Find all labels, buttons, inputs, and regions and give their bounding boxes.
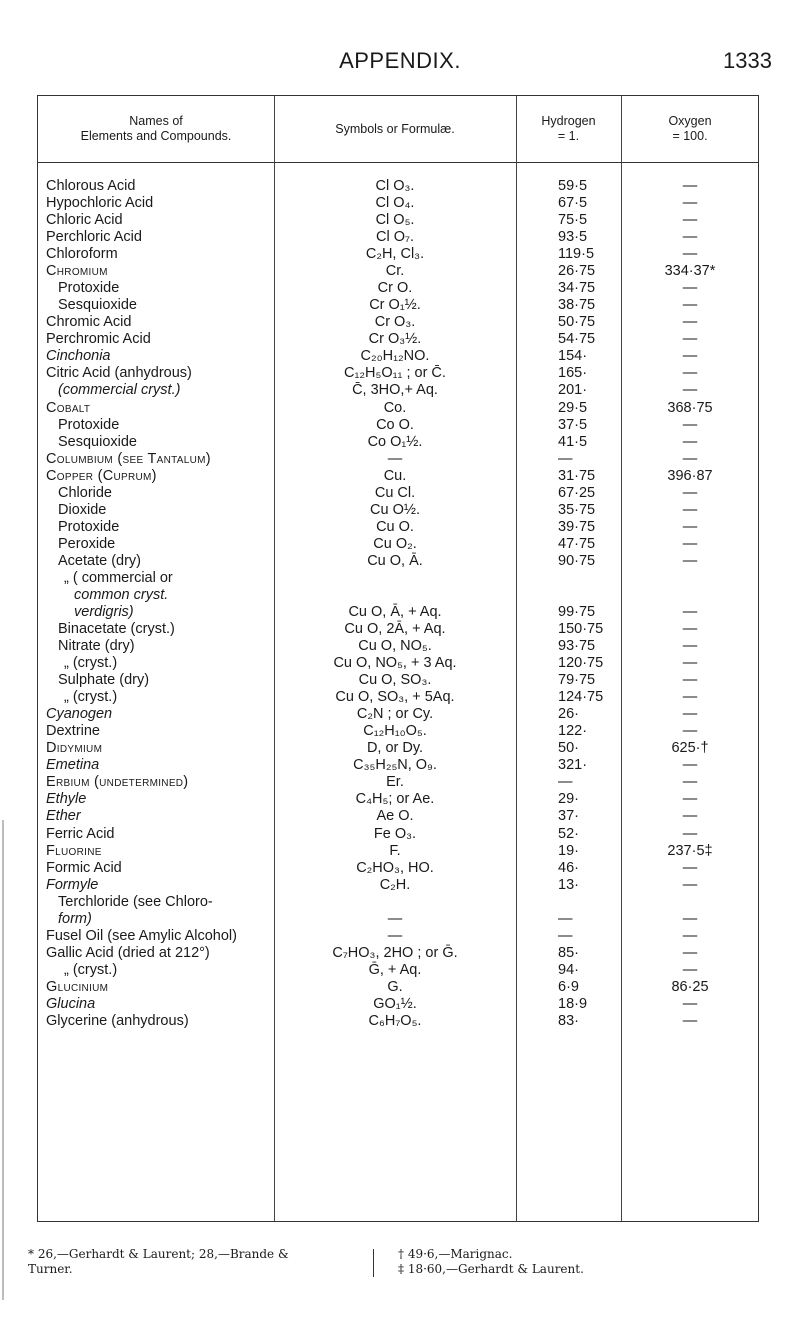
footnote-right <box>398 1247 758 1277</box>
row-oxygen: 625·† <box>671 740 709 757</box>
row-name: Protoxide <box>58 280 120 297</box>
row-symbol: Cl O₄. <box>375 195 415 212</box>
row-symbol: Cu O, SO₃, + 5Aq. <box>335 689 455 706</box>
row-hydrogen: 39·75 <box>558 518 596 535</box>
row-hydrogen: 47·75 <box>558 535 596 552</box>
row-hydrogen: 37·5 <box>558 416 588 433</box>
row-oxygen: — <box>682 672 698 689</box>
row-hydrogen: 19· <box>558 842 579 859</box>
row-symbol: Co O₁½. <box>367 433 423 450</box>
column-header-line: Names of <box>129 114 183 128</box>
page-edge-mark <box>2 820 4 1300</box>
row-name: „ ( commercial or <box>64 569 173 586</box>
row-oxygen: — <box>682 178 698 194</box>
row-oxygen: — <box>682 552 698 569</box>
row-name: Columbium (see Tantalum) <box>46 450 211 467</box>
row-symbol: Er. <box>386 774 404 791</box>
row-hydrogen: 6·9 <box>558 978 579 995</box>
row-symbol: C₁₂H₁₀O₅. <box>363 723 427 740</box>
row-symbol: C₂H, Cl₃. <box>365 246 425 263</box>
row-symbol: Ḡ, + Aq. <box>368 961 422 978</box>
row-oxygen: — <box>682 297 698 314</box>
row-name: Acetate (dry) <box>58 552 141 569</box>
row-hydrogen: 165· <box>558 365 588 382</box>
row-name: Glycerine (anhydrous) <box>46 1012 189 1029</box>
row-name: Perchloric Acid <box>46 229 142 246</box>
row-hydrogen: 94· <box>558 961 579 978</box>
row-oxygen: — <box>682 825 698 842</box>
row-oxygen: — <box>682 808 698 825</box>
column-header-line: = 1. <box>557 129 580 143</box>
row-name: verdigris) <box>74 604 134 620</box>
row-symbol: C₂HO₃, HO. <box>356 859 434 876</box>
row-oxygen: 86·25 <box>671 978 709 995</box>
row-oxygen: — <box>682 246 698 263</box>
row-name: Didymium <box>46 740 103 757</box>
row-hydrogen: 85· <box>558 944 579 961</box>
row-name: Fusel Oil (see Amylic Alcohol) <box>46 927 237 944</box>
row-oxygen: — <box>682 484 698 501</box>
row-hydrogen: 38·75 <box>558 297 596 314</box>
row-oxygen: — <box>682 961 698 978</box>
footnote-line: * 26,—Gerhardt & Laurent; 28,—Brande & <box>28 1247 289 1261</box>
row-symbol: Co O. <box>376 416 414 433</box>
row-name: Ether <box>46 808 81 825</box>
row-oxygen: — <box>682 859 698 876</box>
row-symbol: Cr O₃. <box>374 314 416 331</box>
row-symbol: Cu O, NO₅, + 3 Aq. <box>333 655 457 672</box>
row-hydrogen: — <box>558 450 573 467</box>
row-name: Formyle <box>46 876 99 893</box>
row-name: Binacetate (cryst.) <box>58 621 175 638</box>
row-oxygen: — <box>682 604 698 620</box>
row-oxygen: — <box>682 331 698 348</box>
row-oxygen: — <box>682 723 698 740</box>
row-oxygen: — <box>682 876 698 893</box>
row-symbol: Cr. <box>385 263 405 280</box>
row-name: Glucinium <box>46 978 109 995</box>
row-symbol: C₁₂H₅O₁₁ ; or C̄. <box>344 365 446 382</box>
row-hydrogen: 50·75 <box>558 314 596 331</box>
row-name: Chloroform <box>46 246 118 263</box>
row-hydrogen: — <box>558 927 573 944</box>
row-hydrogen: 18·9 <box>558 995 588 1012</box>
row-oxygen: — <box>682 757 698 774</box>
row-oxygen: — <box>682 416 698 433</box>
row-symbol: — <box>387 927 403 944</box>
row-symbol: C₄H₅; or Ae. <box>355 791 435 808</box>
row-oxygen: — <box>682 382 698 399</box>
row-symbol: Co. <box>383 399 407 416</box>
row-symbol: Cr O₁½. <box>369 297 421 314</box>
column-header-oxygen <box>621 96 759 162</box>
row-symbol: Cu O, SO₃. <box>358 672 432 689</box>
row-name: Formic Acid <box>46 859 122 876</box>
row-symbol: C₂H. <box>379 876 411 893</box>
row-name: Ethyle <box>46 791 87 808</box>
row-symbol: Cr O. <box>377 280 413 297</box>
row-oxygen: — <box>682 501 698 518</box>
row-oxygen: 237·5‡ <box>667 842 713 859</box>
row-name: Peroxide <box>58 535 116 552</box>
row-symbol: Cu O, 2Ā, + Aq. <box>344 621 446 638</box>
row-symbol: G. <box>387 978 403 995</box>
row-oxygen: — <box>682 314 698 331</box>
row-name: Cyanogen <box>46 706 113 723</box>
row-symbol: Cr O₃½. <box>368 331 422 348</box>
row-oxygen: — <box>682 774 698 791</box>
column-header-symbols <box>274 96 516 162</box>
footnote-line: ‡ 18·60,—Gerhardt & Laurent. <box>398 1262 584 1276</box>
footnotes <box>28 1247 768 1287</box>
row-hydrogen: 154· <box>558 348 588 365</box>
row-oxygen: — <box>682 280 698 297</box>
row-symbol: C₇HO₃, 2HO ; or Ḡ. <box>332 944 458 961</box>
row-oxygen: — <box>682 995 698 1012</box>
row-hydrogen: 67·5 <box>558 195 588 212</box>
column-header-names <box>38 96 274 162</box>
row-symbol: Cl O₃. <box>375 178 415 194</box>
row-name: Perchromic Acid <box>46 331 151 348</box>
row-oxygen: — <box>682 212 698 229</box>
row-hydrogen: 83· <box>558 1012 579 1029</box>
row-hydrogen: 31·75 <box>558 467 596 484</box>
row-name: Glucina <box>46 995 96 1012</box>
row-hydrogen: 41·5 <box>558 433 588 450</box>
column-header-line: Elements and Compounds. <box>80 129 232 143</box>
row-name: Copper (Cuprum) <box>46 467 157 484</box>
row-name: Ferric Acid <box>46 825 115 842</box>
row-symbol: C̄, 3HO,+ Aq. <box>352 382 438 399</box>
row-name: Sulphate (dry) <box>58 672 150 689</box>
row-name: „ (cryst.) <box>64 655 118 672</box>
row-symbol: Cu. <box>383 467 407 484</box>
row-name: Erbium (undetermined) <box>46 774 189 791</box>
row-oxygen: — <box>682 1012 698 1029</box>
row-name: Nitrate (dry) <box>58 638 135 655</box>
row-oxygen: — <box>682 433 698 450</box>
column-header-hydrogen <box>516 96 621 162</box>
row-hydrogen: 35·75 <box>558 501 596 518</box>
row-oxygen: — <box>682 535 698 552</box>
row-symbol: F. <box>389 842 401 859</box>
row-hydrogen: 201· <box>558 382 588 399</box>
data-table <box>37 95 759 1222</box>
row-hydrogen: 122· <box>558 723 588 740</box>
row-hydrogen: 52· <box>558 825 579 842</box>
row-oxygen: — <box>682 706 698 723</box>
column-header-line: = 100. <box>672 129 708 143</box>
row-symbol: D, or Dy. <box>366 740 424 757</box>
row-name: „ (cryst.) <box>64 961 118 978</box>
row-symbol: Cu O. <box>376 518 414 535</box>
row-oxygen: 334·37* <box>664 263 716 280</box>
row-hydrogen: 93·75 <box>558 638 596 655</box>
row-name: Sesquioxide <box>58 297 137 314</box>
page-number: 1333 <box>723 48 772 73</box>
row-name: Gallic Acid (dried at 212°) <box>46 944 210 961</box>
row-hydrogen: 34·75 <box>558 280 596 297</box>
row-symbol: — <box>387 450 403 467</box>
row-hydrogen: 120·75 <box>558 655 604 672</box>
row-name: Protoxide <box>58 518 120 535</box>
row-hydrogen: 99·75 <box>558 604 596 620</box>
row-hydrogen: 50· <box>558 740 579 757</box>
column-divider <box>516 96 517 1221</box>
row-hydrogen: 75·5 <box>558 212 588 229</box>
row-name: Hypochloric Acid <box>46 195 154 212</box>
row-name: Fluorine <box>46 842 102 859</box>
row-symbol: GO₁½. <box>373 995 417 1012</box>
row-symbol: C₂N ; or Cy. <box>356 706 434 723</box>
row-symbol: Cu O, Ā, + Aq. <box>348 604 442 620</box>
row-name: Terchloride (see Chloro- <box>58 893 213 910</box>
row-hydrogen: 321· <box>558 757 588 774</box>
row-oxygen: — <box>682 910 698 927</box>
row-hydrogen: — <box>558 910 573 927</box>
footnote-line: Turner. <box>28 1262 73 1276</box>
row-name: Chromium <box>46 263 108 280</box>
row-name: „ (cryst.) <box>64 689 118 706</box>
row-oxygen: — <box>682 229 698 246</box>
row-hydrogen: 150·75 <box>558 621 604 638</box>
row-hydrogen: 79·75 <box>558 672 596 689</box>
row-hydrogen: 37· <box>558 808 579 825</box>
footnote-left <box>28 1247 358 1277</box>
page-header <box>0 48 800 78</box>
row-symbol: C₆H₇O₅. <box>368 1012 422 1029</box>
row-hydrogen: 67·25 <box>558 484 596 501</box>
row-oxygen: — <box>682 638 698 655</box>
row-oxygen: — <box>682 944 698 961</box>
row-name: form) <box>58 910 92 927</box>
row-hydrogen: 90·75 <box>558 552 596 569</box>
row-symbol: Fe O₃. <box>373 825 417 842</box>
row-oxygen: — <box>682 791 698 808</box>
footnote-line: † 49·6,—Marignac. <box>398 1247 513 1261</box>
row-name: Citric Acid (anhydrous) <box>46 365 192 382</box>
row-symbol: Cu O, NO₅. <box>358 638 432 655</box>
row-oxygen: — <box>682 655 698 672</box>
row-name: Cinchonia <box>46 348 111 365</box>
row-symbol: C₃₅H₂₅N, O₉. <box>353 757 437 774</box>
row-name: Cobalt <box>46 399 91 416</box>
footnote-divider <box>373 1249 374 1277</box>
row-name: (commercial cryst.) <box>58 382 181 399</box>
row-name: Sesquioxide <box>58 433 137 450</box>
page-title: APPENDIX. <box>339 48 461 73</box>
row-hydrogen: 46· <box>558 859 579 876</box>
row-symbol: Ae O. <box>376 808 414 825</box>
column-header-line: Hydrogen <box>541 114 596 128</box>
row-hydrogen: 54·75 <box>558 331 596 348</box>
header-rule <box>38 162 758 163</box>
row-hydrogen: 119·5 <box>558 246 595 263</box>
row-name: Dioxide <box>58 501 107 518</box>
row-name: Dextrine <box>46 723 100 740</box>
row-hydrogen: 59·5 <box>558 178 588 194</box>
row-hydrogen: 26·75 <box>558 263 596 280</box>
row-name: Emetina <box>46 757 100 774</box>
column-header-line: Oxygen <box>668 114 712 128</box>
row-oxygen: 368·75 <box>667 399 713 416</box>
row-hydrogen: 29· <box>558 791 579 808</box>
row-name: Chlorous Acid <box>46 178 136 194</box>
row-symbol: Cu Cl. <box>374 484 416 501</box>
row-symbol: — <box>387 910 403 927</box>
row-hydrogen: 26· <box>558 706 579 723</box>
row-name: Chromic Acid <box>46 314 132 331</box>
row-name: Protoxide <box>58 416 120 433</box>
row-hydrogen: 124·75 <box>558 689 604 706</box>
column-header-line: Symbols or Formulæ. <box>335 121 455 136</box>
row-symbol: Cu O½. <box>370 501 420 518</box>
row-symbol: Cu O, Ā. <box>367 552 423 569</box>
row-oxygen: — <box>682 450 698 467</box>
row-symbol: Cl O₇. <box>375 229 414 246</box>
row-oxygen: — <box>682 365 698 382</box>
row-oxygen: 396·87 <box>667 467 713 484</box>
row-oxygen: — <box>682 689 698 706</box>
row-oxygen: — <box>682 518 698 535</box>
row-oxygen: — <box>682 927 698 944</box>
row-hydrogen: 29·5 <box>558 399 588 416</box>
row-symbol: Cu O₂. <box>373 535 417 552</box>
row-hydrogen: 13· <box>558 876 579 893</box>
row-hydrogen: — <box>558 774 573 791</box>
row-name: Chloric Acid <box>46 212 123 229</box>
row-name: common cryst. <box>74 586 169 603</box>
row-oxygen: — <box>682 621 698 638</box>
row-symbol: C₂₀H₁₂NO. <box>360 348 430 365</box>
row-hydrogen: 93·5 <box>558 229 588 246</box>
row-symbol: Cl O₅. <box>375 212 415 229</box>
row-oxygen: — <box>682 348 698 365</box>
row-name: Chloride <box>58 484 112 501</box>
row-oxygen: — <box>682 195 698 212</box>
